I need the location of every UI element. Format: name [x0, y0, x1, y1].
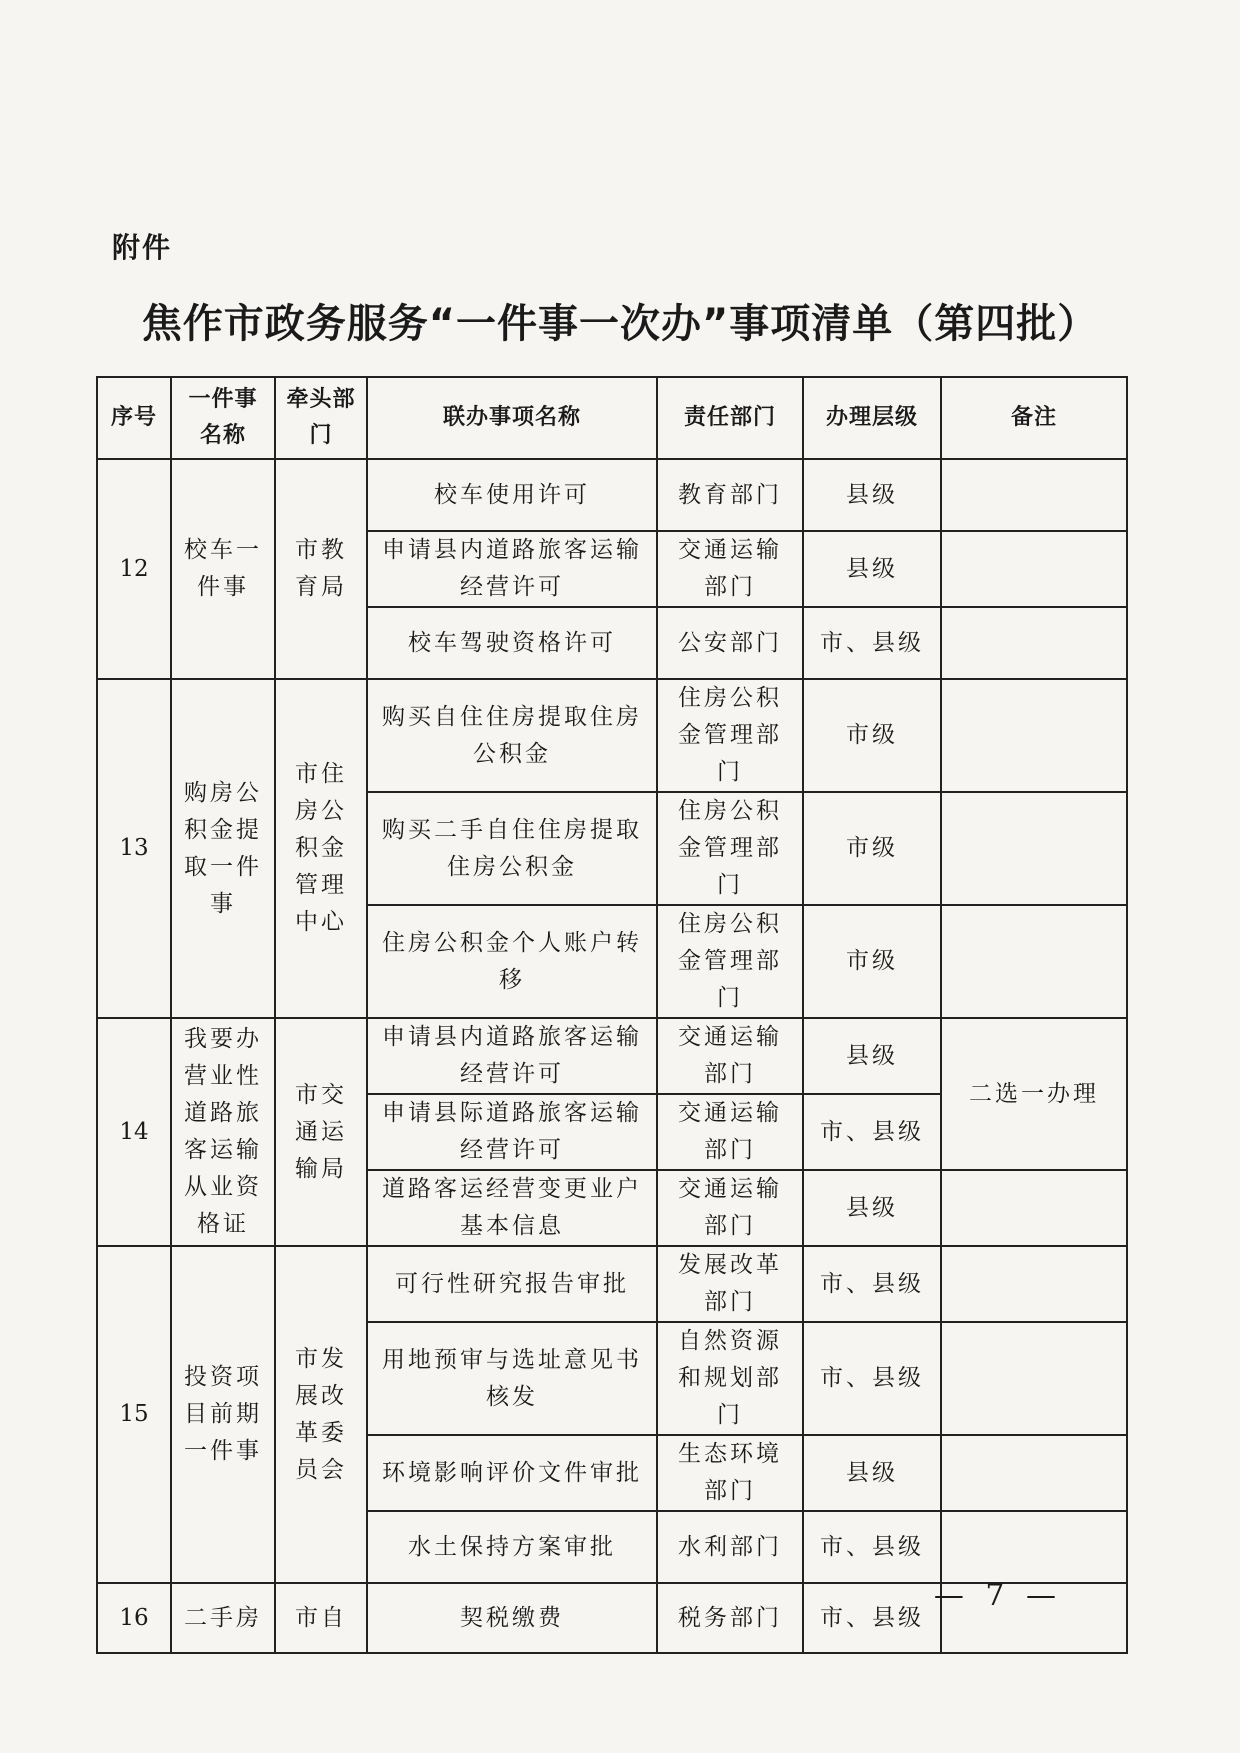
level-cell: 市、县级	[803, 1094, 941, 1170]
resp-dept-cell: 自然资源和规划部门	[657, 1322, 803, 1435]
header-matter-name: 一件事名称	[171, 377, 275, 459]
resp-dept-cell: 交通运输部门	[657, 531, 803, 607]
resp-dept-cell: 教育部门	[657, 459, 803, 531]
matter-name-cell: 校车一件事	[171, 459, 275, 679]
level-cell: 县级	[803, 459, 941, 531]
lead-dept-cell: 市教育局	[275, 459, 367, 679]
resp-dept-cell: 税务部门	[657, 1583, 803, 1653]
level-cell: 市、县级	[803, 607, 941, 679]
table-row	[97, 679, 1127, 792]
level-cell: 市、县级	[803, 1511, 941, 1583]
item-name-cell: 契税缴费	[367, 1583, 657, 1653]
attachment-label: 附件	[112, 231, 173, 264]
item-name-cell: 购买自住住房提取住房公积金	[367, 679, 657, 792]
note-cell	[941, 679, 1127, 792]
seq-cell: 16	[97, 1583, 171, 1653]
seq-cell: 12	[97, 459, 171, 679]
lead-dept-cell: 市发展改革委员会	[275, 1246, 367, 1583]
resp-dept-cell: 交通运输部门	[657, 1094, 803, 1170]
resp-dept-cell: 公安部门	[657, 607, 803, 679]
header-resp-dept: 责任部门	[657, 377, 803, 459]
item-name-cell: 校车使用许可	[367, 459, 657, 531]
table-row	[97, 459, 1127, 531]
item-name-cell: 校车驾驶资格许可	[367, 607, 657, 679]
resp-dept-cell: 水利部门	[657, 1511, 803, 1583]
note-cell	[941, 905, 1127, 1018]
level-cell: 县级	[803, 1435, 941, 1511]
item-name-cell: 水土保持方案审批	[367, 1511, 657, 1583]
note-cell	[941, 1511, 1127, 1583]
header-lead-dept: 牵头部门	[275, 377, 367, 459]
note-cell	[941, 1246, 1127, 1322]
header-seq: 序号	[97, 377, 171, 459]
level-cell: 市级	[803, 792, 941, 905]
resp-dept-cell: 生态环境部门	[657, 1435, 803, 1511]
matter-name-cell: 我要办营业性道路旅客运输从业资格证	[171, 1018, 275, 1246]
header-item-name: 联办事项名称	[367, 377, 657, 459]
note-cell-merged: 二选一办理	[941, 1018, 1127, 1170]
matter-list-table	[96, 376, 1128, 1654]
level-cell: 市级	[803, 679, 941, 792]
matter-name-cell: 投资项目前期一件事	[171, 1246, 275, 1583]
item-name-cell: 可行性研究报告审批	[367, 1246, 657, 1322]
level-cell: 市、县级	[803, 1246, 941, 1322]
resp-dept-cell: 交通运输部门	[657, 1018, 803, 1094]
note-cell	[941, 1322, 1127, 1435]
lead-dept-cell: 市住房公积金管理中心	[275, 679, 367, 1018]
resp-dept-cell: 交通运输部门	[657, 1170, 803, 1246]
seq-cell: 14	[97, 1018, 171, 1246]
level-cell: 县级	[803, 531, 941, 607]
header-note: 备注	[941, 377, 1127, 459]
item-name-cell: 道路客运经营变更业户基本信息	[367, 1170, 657, 1246]
seq-cell: 13	[97, 679, 171, 1018]
level-cell: 市、县级	[803, 1322, 941, 1435]
note-cell	[941, 1170, 1127, 1246]
table-header-row	[97, 377, 1127, 459]
matter-name-cell: 二手房	[171, 1583, 275, 1653]
item-name-cell: 用地预审与选址意见书核发	[367, 1322, 657, 1435]
item-name-cell: 环境影响评价文件审批	[367, 1435, 657, 1511]
item-name-cell: 购买二手自住住房提取住房公积金	[367, 792, 657, 905]
header-level: 办理层级	[803, 377, 941, 459]
note-cell	[941, 459, 1127, 531]
level-cell: 市级	[803, 905, 941, 1018]
item-name-cell: 申请县内道路旅客运输经营许可	[367, 531, 657, 607]
resp-dept-cell: 住房公积金管理部门	[657, 905, 803, 1018]
document-title: 焦作市政务服务“一件事一次办”事项清单（第四批）	[141, 301, 1099, 347]
item-name-cell: 住房公积金个人账户转移	[367, 905, 657, 1018]
page-number: — 7 —	[933, 1578, 1062, 1613]
table-row	[97, 1018, 1127, 1094]
item-name-cell: 申请县内道路旅客运输经营许可	[367, 1018, 657, 1094]
level-cell: 县级	[803, 1018, 941, 1094]
seq-cell: 15	[97, 1246, 171, 1583]
lead-dept-cell: 市自	[275, 1583, 367, 1653]
resp-dept-cell: 住房公积金管理部门	[657, 679, 803, 792]
resp-dept-cell: 住房公积金管理部门	[657, 792, 803, 905]
resp-dept-cell: 发展改革部门	[657, 1246, 803, 1322]
lead-dept-cell: 市交通运输局	[275, 1018, 367, 1246]
item-name-cell: 申请县际道路旅客运输经营许可	[367, 1094, 657, 1170]
note-cell	[941, 792, 1127, 905]
table-row	[97, 1246, 1127, 1322]
matter-name-cell: 购房公积金提取一件事	[171, 679, 275, 1018]
note-cell	[941, 607, 1127, 679]
note-cell	[941, 531, 1127, 607]
note-cell	[941, 1435, 1127, 1511]
level-cell: 市、县级	[803, 1583, 941, 1653]
level-cell: 县级	[803, 1170, 941, 1246]
